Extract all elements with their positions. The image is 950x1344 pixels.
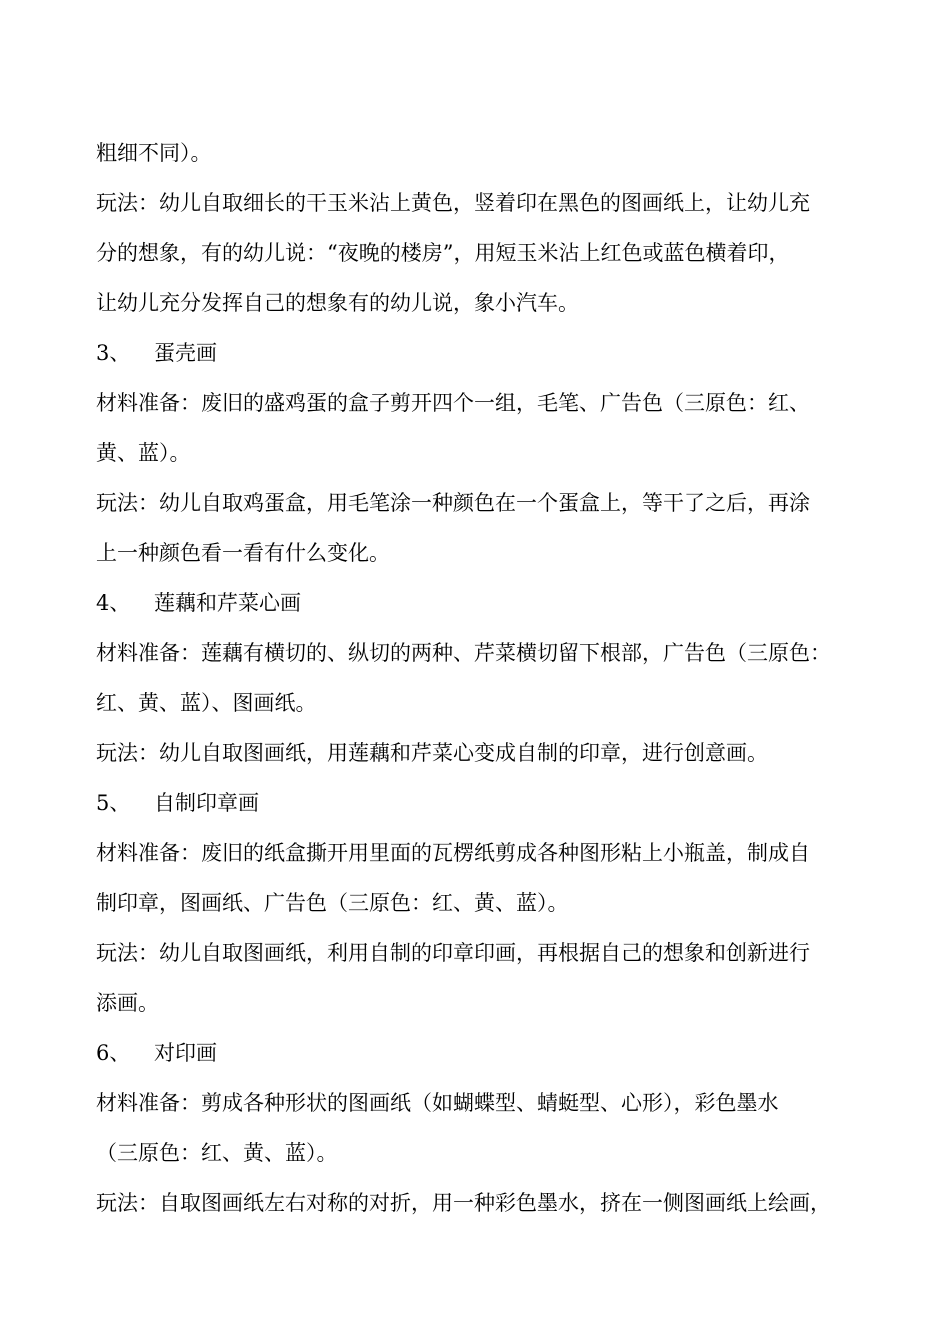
paragraph-line: 材料准备：莲藕有横切的、纵切的两种、芹菜横切留下根部，广告色（三原色： [96,641,831,665]
section-heading-5 [96,778,886,828]
paragraph-line: 材料准备：废旧的纸盒撕开用里面的瓦楞纸剪成各种图形粘上小瓶盖，制成自 [96,841,810,865]
section-number: 5、 [96,791,131,815]
paragraph-line: 分的想象，有的幼儿说：“夜晚的楼房”，用短玉米沾上红色或蓝色横着印， [96,241,790,265]
paragraph-line: 玩法：幼儿自取图画纸，用莲藕和芹菜心变成自制的印章，进行创意画。 [96,741,768,765]
paragraph-line: 黄、蓝）。 [96,441,191,465]
section-heading-6 [96,1028,886,1078]
paragraph-line: 制印章，图画纸、广告色（三原色：红、黄、蓝）。 [96,891,569,915]
paragraph-line: （三原色：红、黄、蓝）。 [96,1141,338,1165]
paragraph-line: 上一种颜色看一看有什么变化。 [96,541,390,565]
section-title: 莲藕和芹菜心画 [154,591,301,615]
paragraph-line: 玩法：幼儿自取鸡蛋盒，用毛笔涂一种颜色在一个蛋盒上，等干了之后，再涂 [96,491,810,515]
paragraph-line: 材料准备：废旧的盛鸡蛋的盒子剪开四个一组，毛笔、广告色（三原色：红、 [96,391,810,415]
paragraph-line: 让幼儿充分发挥自己的想象有的幼儿说，象小汽车。 [96,291,579,315]
section-title: 对印画 [154,1041,217,1065]
paragraph-line: 材料准备：剪成各种形状的图画纸（如蝴蝶型、蜻蜓型、心形），彩色墨水 [96,1091,779,1115]
section-number: 3、 [96,341,131,365]
section-number: 6、 [96,1041,131,1065]
paragraph-line: 玩法：幼儿自取细长的干玉米沾上黄色，竖着印在黑色的图画纸上，让幼儿充 [96,191,810,215]
section-title: 自制印章画 [154,791,259,815]
paragraph-line: 红、黄、蓝）、图画纸。 [96,691,317,715]
paragraph-line: 玩法：幼儿自取图画纸，利用自制的印章印画，再根据自己的想象和创新进行 [96,941,810,965]
section-heading-4 [96,578,886,628]
paragraph-line: 添画。 [96,991,159,1015]
paragraph-line: 粗细不同）。 [96,141,212,165]
paragraph-line: 玩法：自取图画纸左右对称的对折，用一种彩色墨水，挤在一侧图画纸上绘画， [96,1191,831,1215]
section-heading-3 [96,328,886,378]
section-number: 4、 [96,591,131,615]
document-body [96,128,886,1228]
section-title: 蛋壳画 [154,341,217,365]
